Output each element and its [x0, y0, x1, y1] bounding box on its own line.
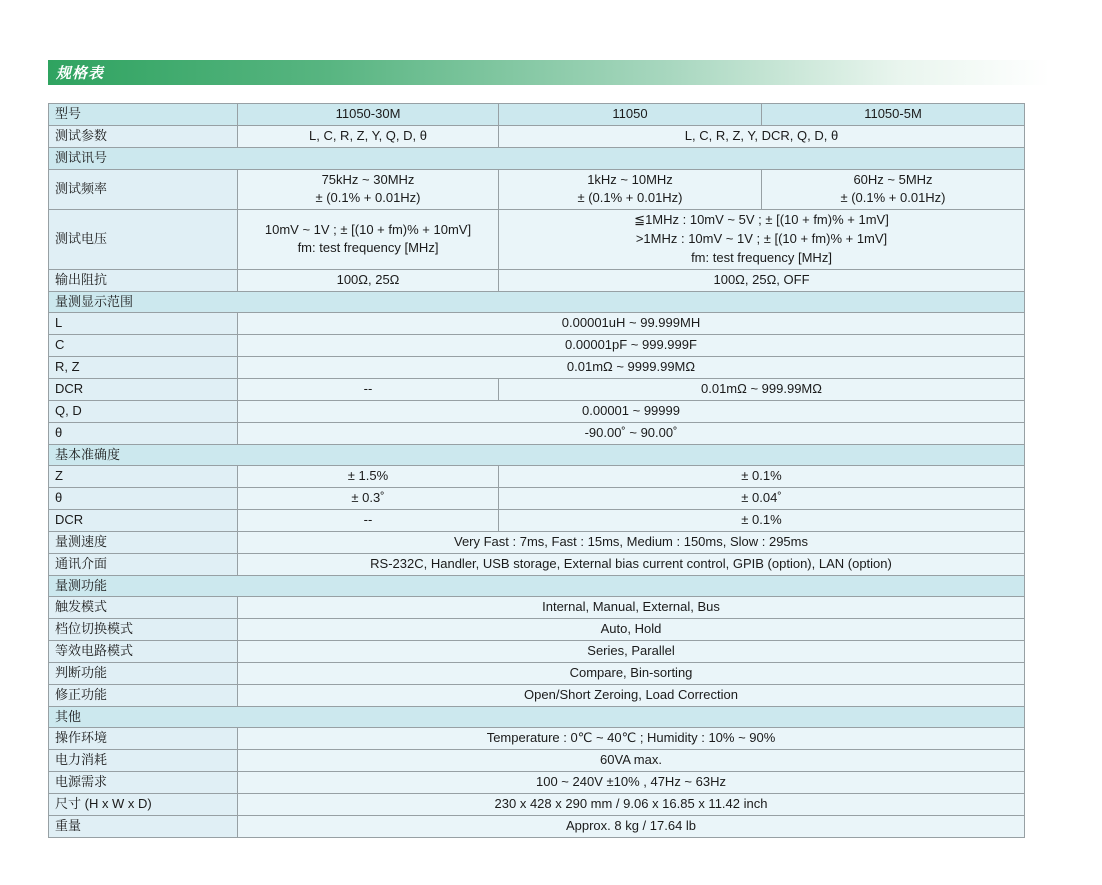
- value-cell: [238, 210, 499, 270]
- cell-line: ≦1MHz : 10mV ~ 5V ; ± [(10 + fm)% + 1mV]: [634, 212, 889, 228]
- cell-line: Series, Parallel: [587, 643, 675, 659]
- cell-line: Compare, Bin-sorting: [569, 664, 693, 680]
- cell-line: 0.00001uH ~ 99.999MH: [561, 315, 701, 331]
- cell-line: ± 0.1%: [741, 468, 782, 484]
- model-name-cell: [499, 104, 762, 126]
- table-row: [49, 531, 1025, 553]
- value-cell: [238, 750, 1025, 772]
- row-label-cell: Z: [49, 466, 238, 488]
- table-row: [49, 772, 1025, 794]
- section-row: [49, 575, 1025, 597]
- table-row: [49, 728, 1025, 750]
- table-row: [49, 553, 1025, 575]
- value-cell: [238, 510, 499, 532]
- row-label-cell: Q, D: [49, 400, 238, 422]
- table-row: [49, 815, 1025, 837]
- cell-line: ± (0.1% + 0.01Hz): [315, 190, 421, 206]
- table-row: [49, 210, 1025, 270]
- row-label-cell: 修正功能: [49, 684, 238, 706]
- cell-line: 100Ω, 25Ω, OFF: [713, 271, 810, 287]
- value-cell: [238, 400, 1025, 422]
- model-name-cell: [762, 104, 1025, 126]
- value-cell: [238, 597, 1025, 619]
- cell-line: L, C, R, Z, Y, DCR, Q, D, θ: [684, 127, 839, 143]
- value-cell: [499, 378, 1025, 400]
- cell-line: Temperature : 0℃ ~ 40℃ ; Humidity : 10% ~ 90%: [486, 730, 776, 746]
- row-label-cell: 操作环境: [49, 728, 238, 750]
- cell-line: 10mV ~ 1V ; ± [(10 + fm)% + 10mV]: [264, 221, 472, 237]
- table-row: [49, 597, 1025, 619]
- value-cell: [238, 313, 1025, 335]
- value-cell: [238, 641, 1025, 663]
- table-row: [49, 641, 1025, 663]
- value-cell: [238, 815, 1025, 837]
- cell-line: ± (0.1% + 0.01Hz): [577, 190, 683, 206]
- cell-line: Open/Short Zeroing, Load Correction: [524, 686, 738, 702]
- cell-line: RS-232C, Handler, USB storage, External bias current control, GPIB (option), LAN (option): [370, 555, 892, 571]
- value-cell: [238, 684, 1025, 706]
- table-row: [49, 269, 1025, 291]
- cell-line: 100 ~ 240V ±10% , 47Hz ~ 63Hz: [536, 774, 726, 790]
- table-row: [49, 335, 1025, 357]
- value-cell: [238, 466, 499, 488]
- value-cell: [762, 169, 1025, 210]
- cell-line: 1kHz ~ 10MHz: [587, 171, 673, 187]
- value-cell: [238, 357, 1025, 379]
- table-row: [49, 357, 1025, 379]
- value-cell: [499, 169, 762, 210]
- value-cell: [238, 422, 1025, 444]
- value-cell: [238, 728, 1025, 750]
- value-cell: [238, 125, 499, 147]
- value-cell: [499, 125, 1025, 147]
- table-row: [49, 662, 1025, 684]
- table-row: [49, 400, 1025, 422]
- value-cell: [238, 488, 499, 510]
- section-header-cell: 量测功能: [49, 575, 1025, 597]
- section-row: [49, 444, 1025, 466]
- cell-line: Very Fast : 7ms, Fast : 15ms, Medium : 150ms, Slow : 295ms: [453, 533, 808, 549]
- cell-line: --: [363, 512, 373, 528]
- cell-line: 11050-5M: [864, 106, 922, 121]
- section-row: [49, 291, 1025, 313]
- cell-line: ± (0.1% + 0.01Hz): [840, 190, 946, 206]
- row-label-cell: θ: [49, 488, 238, 510]
- table-row: [49, 422, 1025, 444]
- row-label-cell: 电力消耗: [49, 750, 238, 772]
- row-label-cell: 判断功能: [49, 662, 238, 684]
- cell-line: fm: test frequency [MHz]: [297, 240, 439, 256]
- cell-line: 100Ω, 25Ω: [336, 271, 400, 287]
- value-cell: [238, 794, 1025, 816]
- table-row: [49, 466, 1025, 488]
- page-title: 规格表: [56, 65, 105, 82]
- cell-line: ± 0.3˚: [351, 490, 385, 506]
- section-header-cell: 量测显示范围: [49, 291, 1025, 313]
- cell-line: fm: test frequency [MHz]: [691, 249, 832, 265]
- value-cell: [499, 488, 1025, 510]
- row-label-cell: R, Z: [49, 357, 238, 379]
- table-row: [49, 313, 1025, 335]
- cell-line: 0.01mΩ ~ 999.99MΩ: [701, 380, 822, 396]
- cell-line: 11050-30M: [335, 106, 401, 121]
- cell-line: Internal, Manual, External, Bus: [542, 599, 720, 615]
- section-row: [49, 706, 1025, 728]
- row-label-cell: 电源需求: [49, 772, 238, 794]
- value-cell: [238, 772, 1025, 794]
- row-label-cell: 通讯介面: [49, 553, 238, 575]
- table-row: [49, 169, 1025, 210]
- spec-table: [48, 103, 1025, 838]
- cell-line: 11050: [612, 106, 648, 121]
- table-row: [49, 684, 1025, 706]
- cell-line: Auto, Hold: [600, 621, 662, 637]
- section-header-cell: 测试讯号: [49, 147, 1025, 169]
- row-label-cell: 触发模式: [49, 597, 238, 619]
- row-label-cell: 档位切换模式: [49, 619, 238, 641]
- row-label-cell: 型号: [49, 104, 238, 126]
- row-label-cell: C: [49, 335, 238, 357]
- cell-line: >1MHz : 10mV ~ 1V ; ± [(10 + fm)% + 1mV]: [635, 231, 888, 247]
- cell-line: 60VA max.: [600, 752, 662, 768]
- row-label-cell: 测试电压: [49, 210, 238, 270]
- row-label-cell: DCR: [49, 510, 238, 532]
- row-label-cell: 重量: [49, 815, 238, 837]
- value-cell: [238, 169, 499, 210]
- value-cell: [238, 531, 1025, 553]
- value-cell: [499, 466, 1025, 488]
- value-cell: [238, 662, 1025, 684]
- row-label-cell: θ: [49, 422, 238, 444]
- value-cell: [499, 210, 1025, 270]
- value-cell: [238, 553, 1025, 575]
- table-row: [49, 378, 1025, 400]
- row-label-cell: 测试频率: [49, 169, 238, 210]
- cell-line: ± 1.5%: [347, 468, 389, 484]
- cell-line: Approx. 8 kg / 17.64 lb: [565, 817, 697, 833]
- cell-line: 0.01mΩ ~ 9999.99MΩ: [566, 359, 696, 375]
- table-row: [49, 125, 1025, 147]
- value-cell: [499, 269, 1025, 291]
- section-row: [49, 147, 1025, 169]
- table-row: [49, 488, 1025, 510]
- value-cell: [238, 335, 1025, 357]
- row-label-cell: 等效电路模式: [49, 641, 238, 663]
- cell-line: ± 0.04˚: [741, 490, 782, 506]
- cell-line: 0.00001pF ~ 999.999F: [565, 337, 697, 353]
- table-row: [49, 794, 1025, 816]
- table-row: [49, 750, 1025, 772]
- value-cell: [238, 619, 1025, 641]
- row-label-cell: L: [49, 313, 238, 335]
- spec-table-body: [49, 104, 1025, 838]
- cell-line: --: [363, 380, 373, 396]
- spec-sheet-title-bar: [48, 60, 1050, 85]
- table-row: [49, 104, 1025, 126]
- section-header-cell: 其他: [49, 706, 1025, 728]
- value-cell: [238, 378, 499, 400]
- cell-line: 75kHz ~ 30MHz: [321, 171, 415, 187]
- model-name-cell: [238, 104, 499, 126]
- cell-line: L, C, R, Z, Y, Q, D, θ: [308, 127, 427, 143]
- row-label-cell: 测试参数: [49, 125, 238, 147]
- cell-line: -90.00˚ ~ 90.00˚: [584, 424, 678, 440]
- row-label-cell: DCR: [49, 378, 238, 400]
- cell-line: ± 0.1%: [741, 512, 782, 528]
- cell-line: 60Hz ~ 5MHz: [853, 171, 933, 187]
- cell-line: 0.00001 ~ 99999: [582, 402, 680, 418]
- table-row: [49, 510, 1025, 532]
- section-header-cell: 基本准确度: [49, 444, 1025, 466]
- row-label-cell: 量测速度: [49, 531, 238, 553]
- cell-line: 230 x 428 x 290 mm / 9.06 x 16.85 x 11.42 inch: [494, 796, 768, 811]
- table-row: [49, 619, 1025, 641]
- value-cell: [238, 269, 499, 291]
- row-label-cell: 尺寸 (H x W x D): [49, 794, 238, 816]
- row-label-cell: 输出阻抗: [49, 269, 238, 291]
- value-cell: [499, 510, 1025, 532]
